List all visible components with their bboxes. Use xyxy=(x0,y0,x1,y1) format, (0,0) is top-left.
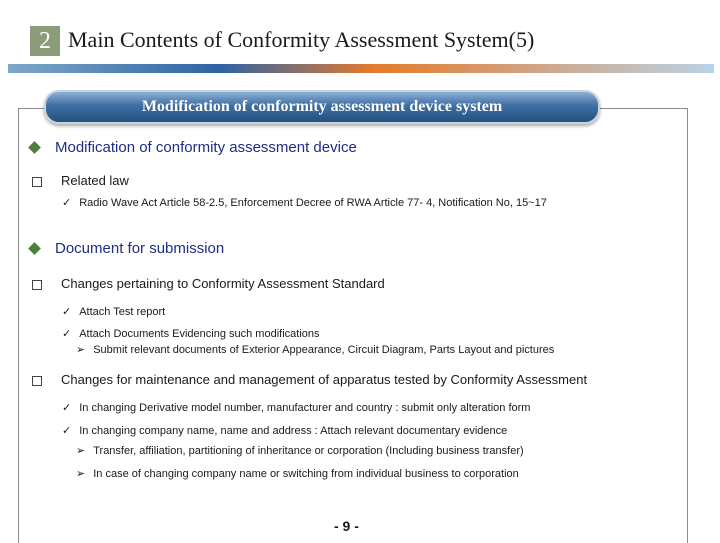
square-bullet-icon xyxy=(32,177,42,187)
page-number: - 9 - xyxy=(334,518,359,534)
header-divider-bar xyxy=(8,64,714,73)
page-title: Main Contents of Conformity Assessment System(5) xyxy=(68,27,535,52)
section-banner xyxy=(44,90,600,124)
list-subitem: ➢ Transfer, affiliation, partitioning of inheritance or corporation (Including business transfer) xyxy=(76,445,524,457)
changes-maintenance-label: Changes for maintenance and management of apparatus tested by Conformity Assessment xyxy=(61,372,588,387)
list-item: ✓ In changing company name, name and address : Attach relevant documentary evidence xyxy=(62,425,508,437)
list-item: ✓ Attach Documents Evidencing such modifications xyxy=(62,328,320,340)
list-subitem: ➢ Submit relevant documents of Exterior Appearance, Circuit Diagram, Parts Layout and pictures xyxy=(76,344,555,356)
check-icon: ✓ xyxy=(62,306,72,318)
related-law-item: ✓ Radio Wave Act Article 58-2.5, Enforcement Decree of RWA Article 77- 4, Notification No, 15~17 xyxy=(62,197,547,209)
list-subitem: ➢ In case of changing company name or switching from individual business to corporation xyxy=(76,468,519,480)
related-law-label: Related law xyxy=(61,173,129,188)
changes-standard-label: Changes pertaining to Conformity Assessment Standard xyxy=(61,276,385,291)
list-item: ✓ Attach Test report xyxy=(62,306,166,318)
banner-title: Modification of conformity assessment device system xyxy=(141,98,503,115)
square-bullet-icon xyxy=(32,280,42,290)
section-number-badge: 2 xyxy=(30,26,60,56)
arrow-icon: ➢ xyxy=(76,468,86,480)
section-heading-modification: Modification of conformity assessment device xyxy=(55,139,357,156)
square-bullet-icon xyxy=(32,376,42,386)
check-icon: ✓ xyxy=(62,328,72,340)
check-icon: ✓ xyxy=(62,425,72,437)
check-icon: ✓ xyxy=(62,197,72,209)
arrow-icon: ➢ xyxy=(76,344,86,356)
check-icon: ✓ xyxy=(62,402,72,414)
arrow-icon: ➢ xyxy=(76,445,86,457)
section-heading-documents: Document for submission xyxy=(55,240,225,257)
list-item: ✓ In changing Derivative model number, manufacturer and country : submit only alteration form xyxy=(62,402,531,414)
